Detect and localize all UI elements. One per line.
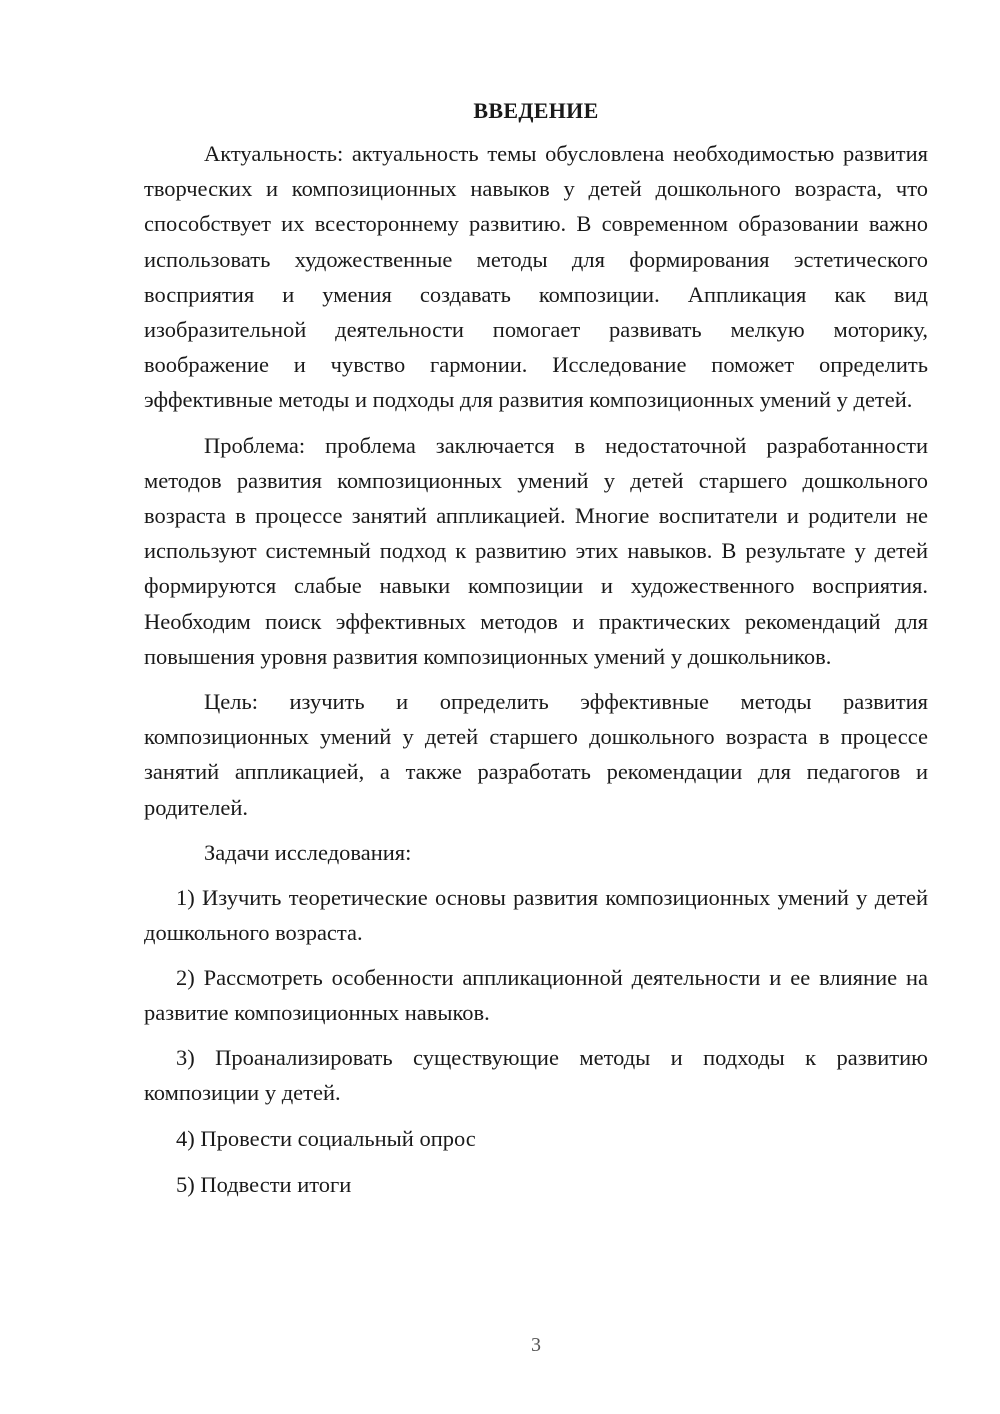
paragraph-goal: Цель: изучить и определить эффективные методы развития композиционных умений у детей старшего дошкольного возраста в процессе занятий аппликацией, а также разработать рекомендации для педагогов и родителей. [144,689,928,820]
task-item-2: 2) Рассмотреть особенности аппликационной деятельности и ее влияние на развитие композиционных навыков. [144,964,928,1025]
tasks-heading: Задачи исследования: [204,839,412,865]
paragraph-relevance: Актуальность: актуальность темы обусловлена необходимостью развития творческих и композиционных навыков у детей дошкольного возраста, что способствует их всестороннему развитию. В современном образовании важно использовать художественные методы для формирования эстетического восприятия и умения создавать композиции. Аппликация как вид изобразительной деятельности помогает развивать мелкую моторику, воображение и чувство гармонии. Исследование поможет определить эффективные методы и подходы для развития композиционных умений у детей. [144,141,928,413]
task-item-1: 1) Изучить теоретические основы развития композиционных умений у детей дошкольного возраста. [144,884,928,945]
page-number: 3 [531,1334,541,1356]
document-page [144,94,928,1202]
task-item-3: 3) Проанализировать существующие методы и подходы к развитию композиции у детей. [144,1044,928,1105]
paragraph-problem: Проблема: проблема заключается в недостаточной разработанности методов развития композиционных умений у детей старшего дошкольного возраста в процессе занятий аппликацией. Многие воспитатели и родители не используют системный подход к развитию этих навыков. В результате у детей формируются слабые навыки композиции и художественного восприятия. Необходим поиск эффективных методов и практических рекомендаций для повышения уровня развития композиционных умений у дошкольников. [144,432,928,669]
task-item-5: 5) Подвести итоги [176,1171,352,1197]
task-item-4: 4) Провести социальный опрос [176,1125,476,1151]
section-title: ВВЕДЕНИЕ [473,98,599,123]
